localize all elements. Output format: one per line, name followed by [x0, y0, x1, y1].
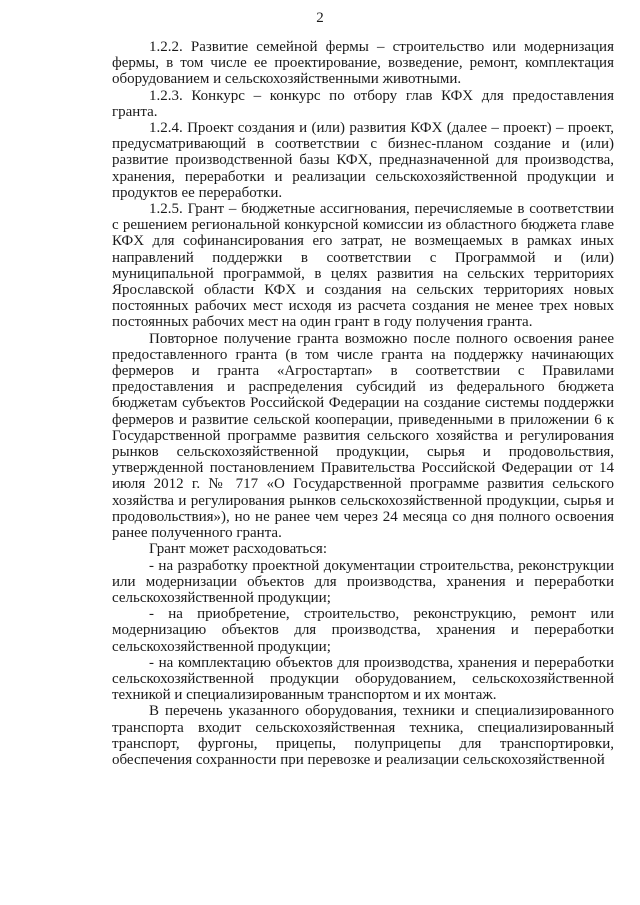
paragraph-1-2-5: 1.2.5. Грант – бюджетные ассигнования, перечисляемые в соответствии с решением региональной конкурсной комиссии из областного бюджета главе КФХ для софинансирования его затрат, не возмещаемых в рамках иных направлений поддержки в соответствии с Программой и (или) муниципальной программой, в целях развития на сельских территориях Ярославской области КФХ и создания на сельских территориях новых постоянных рабочих мест исходя из расчета создания не менее трех новых постоянных рабочих мест на один грант в году получения гранта.: [112, 201, 614, 331]
paragraph-1-2-4: 1.2.4. Проект создания и (или) развития КФХ (далее – проект) – проект, предусматривающий в соответствии с бизнес-планом создание и (или) развитие производственной базы КФХ, предназначенной для производства, хранения, переработки и реализации сельскохозяйственной продукции и продуктов ее переработки.: [112, 120, 614, 201]
paragraph-1-2-2: 1.2.2. Развитие семейной фермы – строительство или модернизация фермы, в том числе ее проектирование, возведение, ремонт, комплектация оборудованием и сельскохозяйственными животными.: [112, 39, 614, 88]
paragraph-equipment-list: В перечень указанного оборудования, техники и специализированного транспорта входит сельскохозяйственная техника, специализированный транспорт, фургоны, прицепы, полуприцепы для транспортировки, обеспечения сохранности при перевозке и реализации сельскохозяйственной: [112, 703, 614, 768]
list-item-acquisition-construction: - на приобретение, строительство, реконструкцию, ремонт или модернизацию объектов для производства, хранения и переработки сельскохозяйственной продукции;: [112, 606, 614, 655]
list-item-equipment-completion: - на комплектацию объектов для производства, хранения и переработки сельскохозяйственной продукции оборудованием, сельскохозяйственной техникой и специализированным транспортом и их монтаж.: [112, 654, 614, 704]
list-item-design-documentation: - на разработку проектной документации строительства, реконструкции или модернизации объектов для производства, хранения и переработки сельскохозяйственной продукции;: [112, 557, 614, 606]
paragraph-grant-usage-intro: Грант может расходоваться:: [149, 541, 327, 558]
paragraph-repeat-grant: Повторное получение гранта возможно после полного освоения ранее предоставленного гранта (в том числе гранта на поддержку начинающих фермеров и гранта «Агростартап» в соответствии с Правилами предоставления и распределения субсидий из федерального бюджета бюджетам субъектов Российской Федерации на создание системы поддержки фермеров и развитие сельской кооперации, приведенными в приложении 6 к Государственной программе развития сельского хозяйства и регулирования рынков сельскохозяйственной продукции, сырья и продовольствия, утвержденной постановлением Правительства Российской Федерации от 14 июля 2012 г. № 717 «О Государственной программе развития сельского хозяйства и регулирования рынков сельскохозяйственной продукции, сырья и продовольствия»), но не ранее чем через 24 месяца со дня полного освоения ранее полученного гранта.: [112, 330, 614, 542]
document-body: [112, 39, 614, 768]
paragraph-1-2-3: 1.2.3. Конкурс – конкурс по отбору глав КФХ для предоставления гранта.: [112, 87, 614, 120]
page-number: 2: [316, 10, 324, 26]
